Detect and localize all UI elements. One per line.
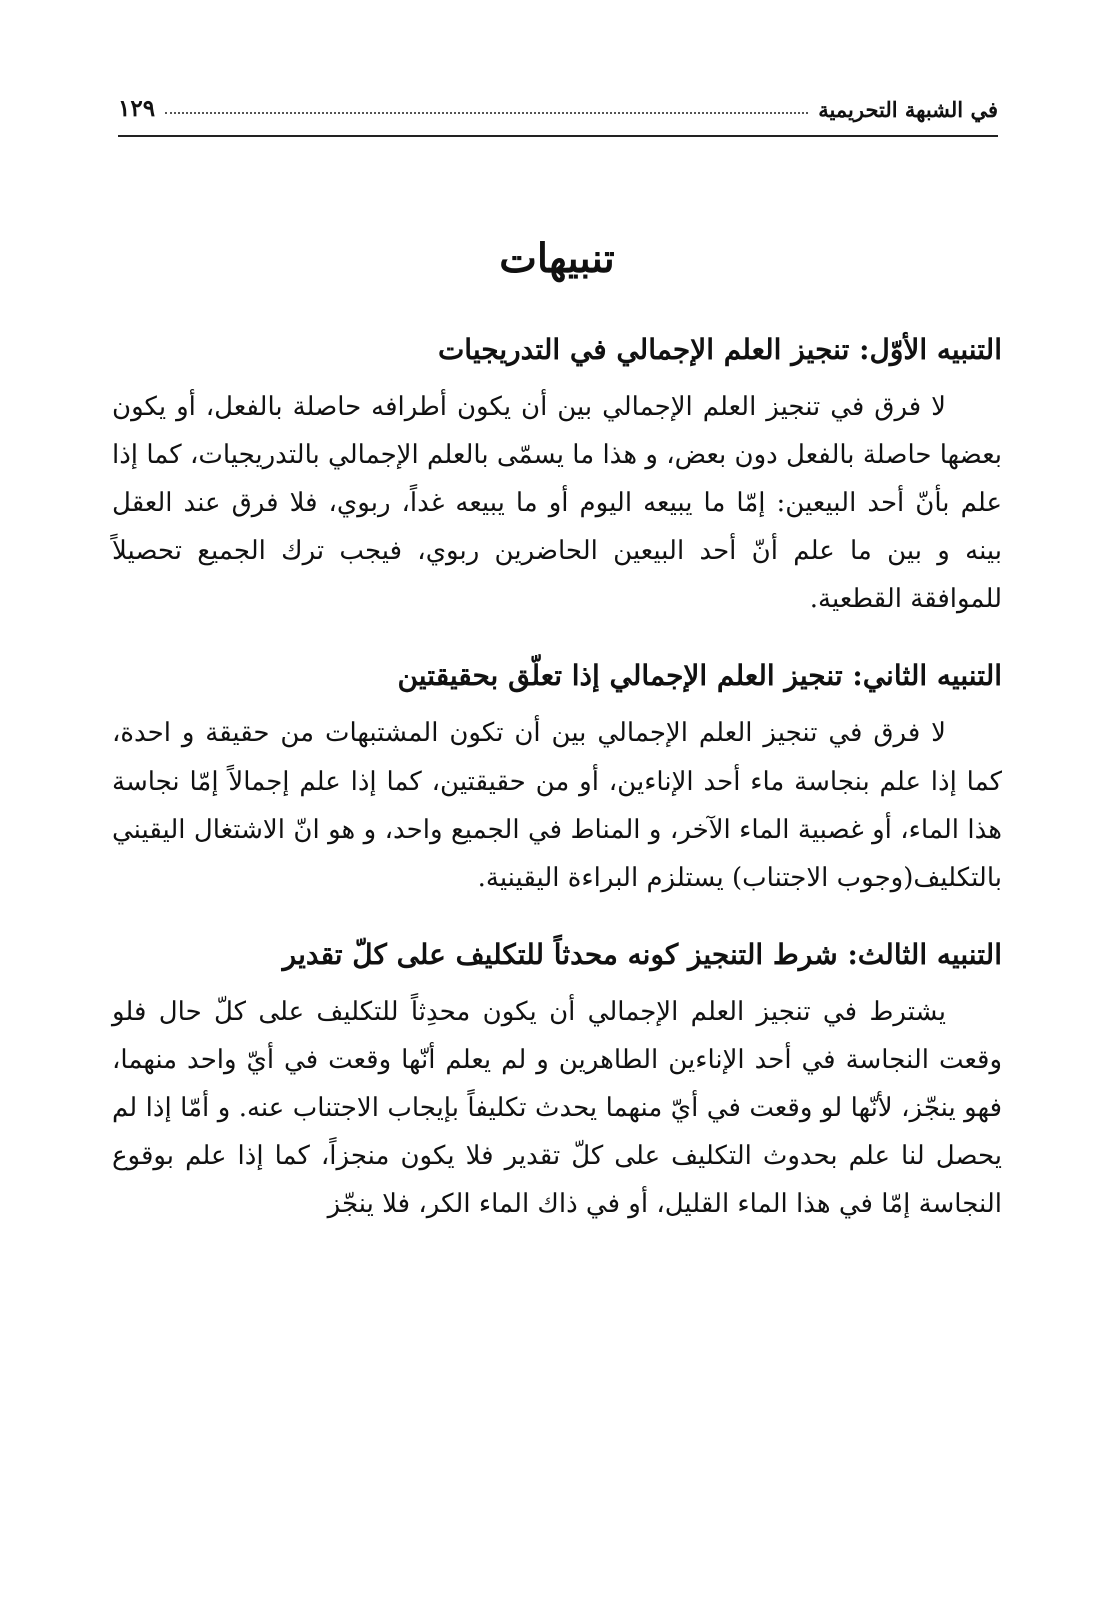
note-heading-text: تنجيز العلم الإجمالي في التدريجيات <box>437 333 850 366</box>
note-heading-text: تنجيز العلم الإجمالي إذا تعلّق بحقيقتين <box>397 659 843 693</box>
note-body <box>112 988 1002 1228</box>
note-third <box>112 934 1002 1228</box>
note-heading-text: شرط التنجيز كونه محدثاً للتكليف على كلّ تقدير <box>282 937 838 971</box>
note-heading <box>112 655 1002 697</box>
note-body <box>112 709 1002 901</box>
page-content <box>112 235 1002 1260</box>
note-body <box>112 383 1002 623</box>
header-dot-leader <box>165 112 808 114</box>
section-title: تنبيهات <box>499 235 615 282</box>
note-first <box>112 329 1002 623</box>
note-body-text: يشترط في تنجيز العلم الإجمالي أن يكون محدِثاً للتكليف على كلّ حال فلو وقعت النجاسة في أحد الإناءين الطاهرين و لم يعلم أنّها وقعت في أيّ واحد منهما، فهو ينجّز، لأنّها لو وقعت في أيّ منهما يحدث تكليفاً بإيجاب الاجتناب عنه. و أمّا إذا لم يحصل لنا علم بحدوث التكليف على كلّ تقدير فلا يكون منجزاً، كما إذا علم بوقوع النجاسة إمّا في هذا الماء القليل، أو في ذاك الماء الكر، فلا ينجّز <box>112 996 1002 1220</box>
header-divider <box>118 135 998 137</box>
note-heading <box>112 934 1002 976</box>
note-second <box>112 655 1002 901</box>
note-heading-label: التنبيه الثالث: <box>847 937 1002 971</box>
page-number: ١٢٩ <box>118 95 156 122</box>
note-heading-label: التنبيه الثاني: <box>852 659 1002 693</box>
note-body-text: لا فرق في تنجيز العلم الإجمالي بين أن يكون أطرافه حاصلة بالفعل، أو يكون بعضها حاصلة بالفعل دون بعض، و هذا ما يسمّى بالعلم الإجمالي بالتدريجيات، كما إذا علم بأنّ أحد البيعين: إمّا ما يبيعه اليوم أو ما يبيعه غداً، ربوي، فلا فرق عند العقل بينه و بين ما علم أنّ أحد البيعين الحاضرين ربوي، فيجب ترك الجميع تحصيلاً للموافقة القطعية. <box>112 392 1002 615</box>
running-header-title: في الشبهة التحريمية <box>818 97 998 122</box>
running-header <box>118 78 998 120</box>
note-heading-label: التنبيه الأوّل: <box>859 333 1002 366</box>
note-heading <box>112 329 1002 371</box>
note-body-text: لا فرق في تنجيز العلم الإجمالي بين أن تكون المشتبهات من حقيقة و احدة، كما إذا علم بنجاسة ماء أحد الإناءين، أو من حقيقتين، كما إذا علم إجمالاً إمّا نجاسة هذا الماء، أو غصبية الماء الآخر، و المناط في الجميع واحد، و هو انّ الاشتغال اليقيني بالتكليف(وجوب الاجتناب) يستلزم البراءة اليقينية. <box>112 718 1002 893</box>
